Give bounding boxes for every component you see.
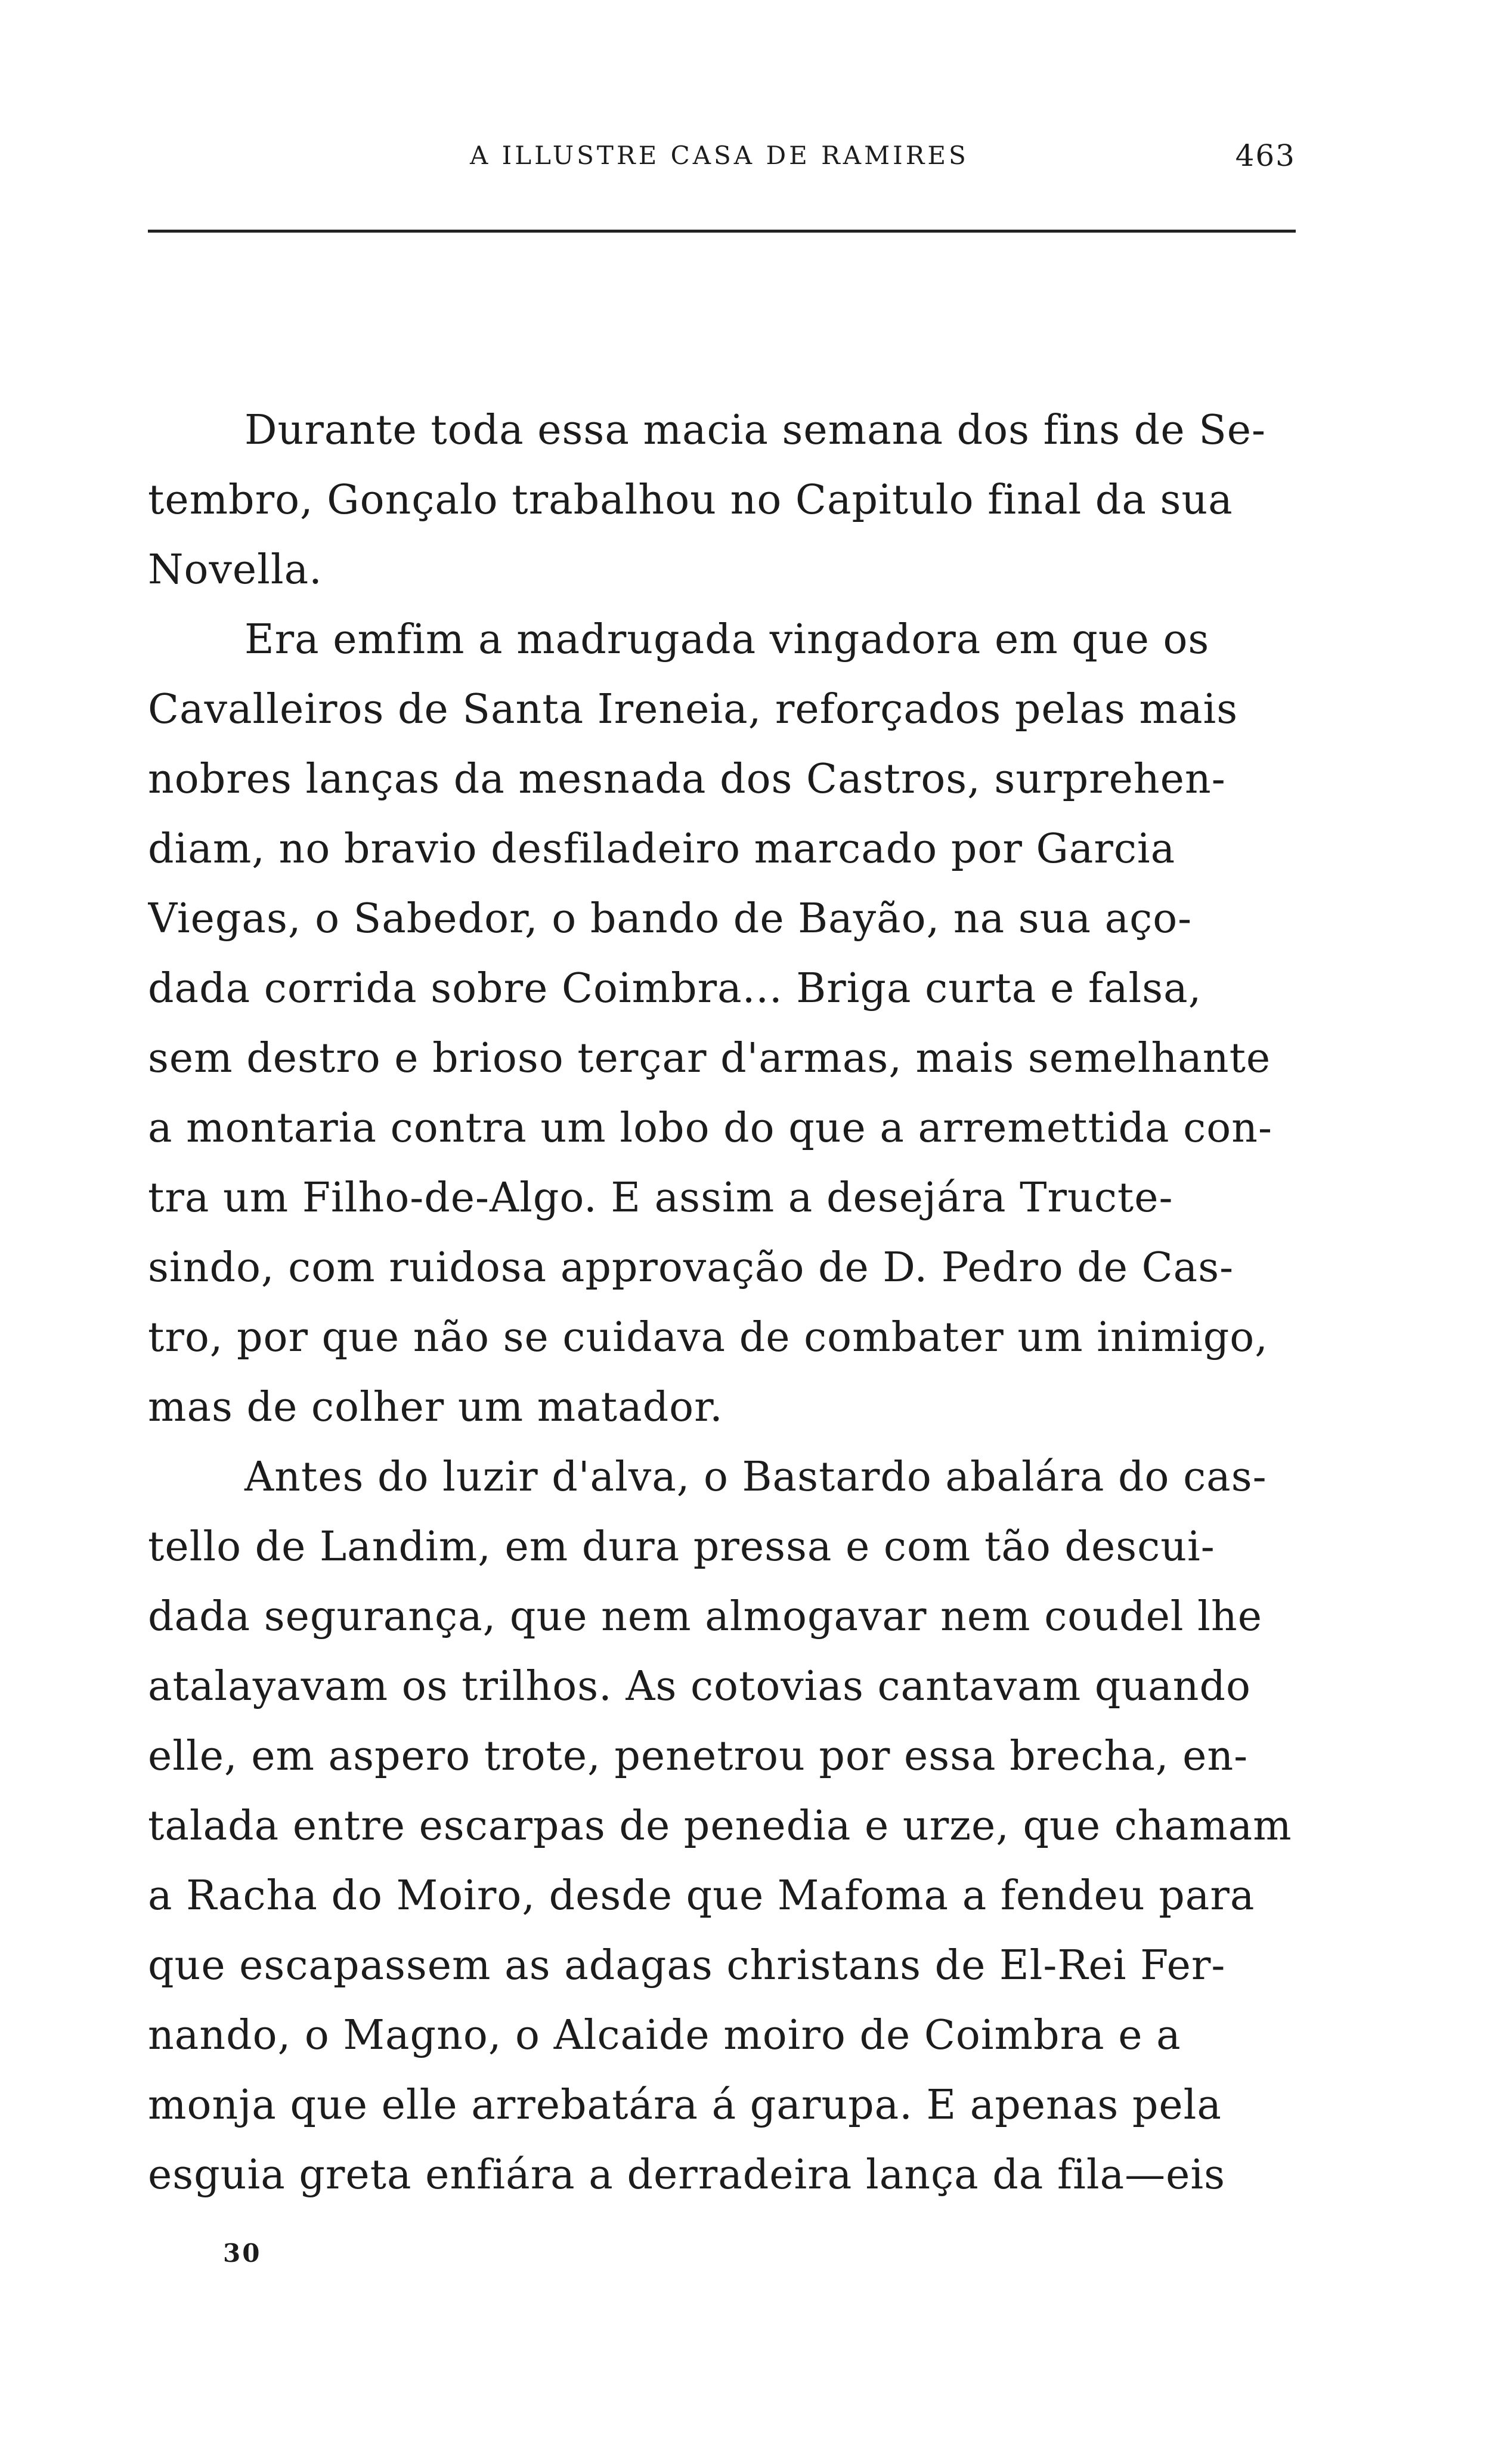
text-line: dada segurança, que nem almogavar nem coudel lhe: [148, 1593, 1262, 1640]
signature-mark: 30: [223, 2239, 262, 2268]
text-line: mas de colher um matador.: [148, 1384, 723, 1431]
body-text: [148, 395, 1296, 2210]
text-line: Era emfim a madrugada vingadora em que os: [244, 616, 1210, 663]
text-line: elle, em aspero trote, penetrou por essa brecha, en-: [148, 1733, 1249, 1780]
text-line: dada corrida sobre Coimbra... Briga curta e falsa,: [148, 965, 1202, 1012]
header-rule: [148, 230, 1296, 233]
text-line: atalayavam os trilhos. As cotovias cantavam quando: [148, 1663, 1251, 1710]
text-line: Cavalleiros de Santa Ireneia, reforçados pelas mais: [148, 686, 1238, 733]
running-title: A ILLUSTRE CASA DE RAMIRES: [470, 141, 969, 170]
text-line: talada entre escarpas de penedia e urze, que chamam: [148, 1803, 1292, 1850]
text-line: Novella.: [148, 546, 323, 593]
text-line: tello de Landim, em dura pressa e com tão descui-: [148, 1523, 1215, 1570]
text-line: tembro, Gonçalo trabalhou no Capitulo final da sua: [148, 477, 1233, 524]
text-line: a Racha do Moiro, desde que Mafoma a fendeu para: [148, 1872, 1255, 1919]
text-line: a montaria contra um lobo do que a arremettida con-: [148, 1105, 1272, 1152]
text-line: sindo, com ruidosa approvação de D. Pedro de Cas-: [148, 1244, 1234, 1291]
text-line: tro, por que não se cuidava de combater um inimigo,: [148, 1314, 1268, 1361]
text-line: Viegas, o Sabedor, o bando de Bayão, na sua aço-: [148, 895, 1193, 942]
text-line: que escapassem as adagas christans de El-Rei Fer-: [148, 1942, 1226, 1989]
text-line: Antes do luzir d'alva, o Bastardo abalára do cas-: [244, 1454, 1267, 1501]
page-number: 463: [1235, 138, 1296, 173]
text-line: nobres lanças da mesnada dos Castros, surprehen-: [148, 756, 1226, 803]
text-line: monja que elle arrebatára á garupa. E apenas pela: [148, 2082, 1222, 2129]
text-line: sem destro e brioso terçar d'armas, mais semelhante: [148, 1035, 1271, 1082]
text-line: nando, o Magno, o Alcaide moiro de Coimbra e a: [148, 2012, 1181, 2059]
text-line: diam, no bravio desfiladeiro marcado por Garcia: [148, 826, 1176, 873]
text-line: esguia greta enfiára a derradeira lança da fila—eis: [148, 2151, 1226, 2199]
running-head: [148, 138, 1296, 188]
text-line: tra um Filho-de-Algo. E assim a desejára Tructe-: [148, 1174, 1173, 1222]
text-line: Durante toda essa macia semana dos fins de Se-: [244, 407, 1266, 454]
